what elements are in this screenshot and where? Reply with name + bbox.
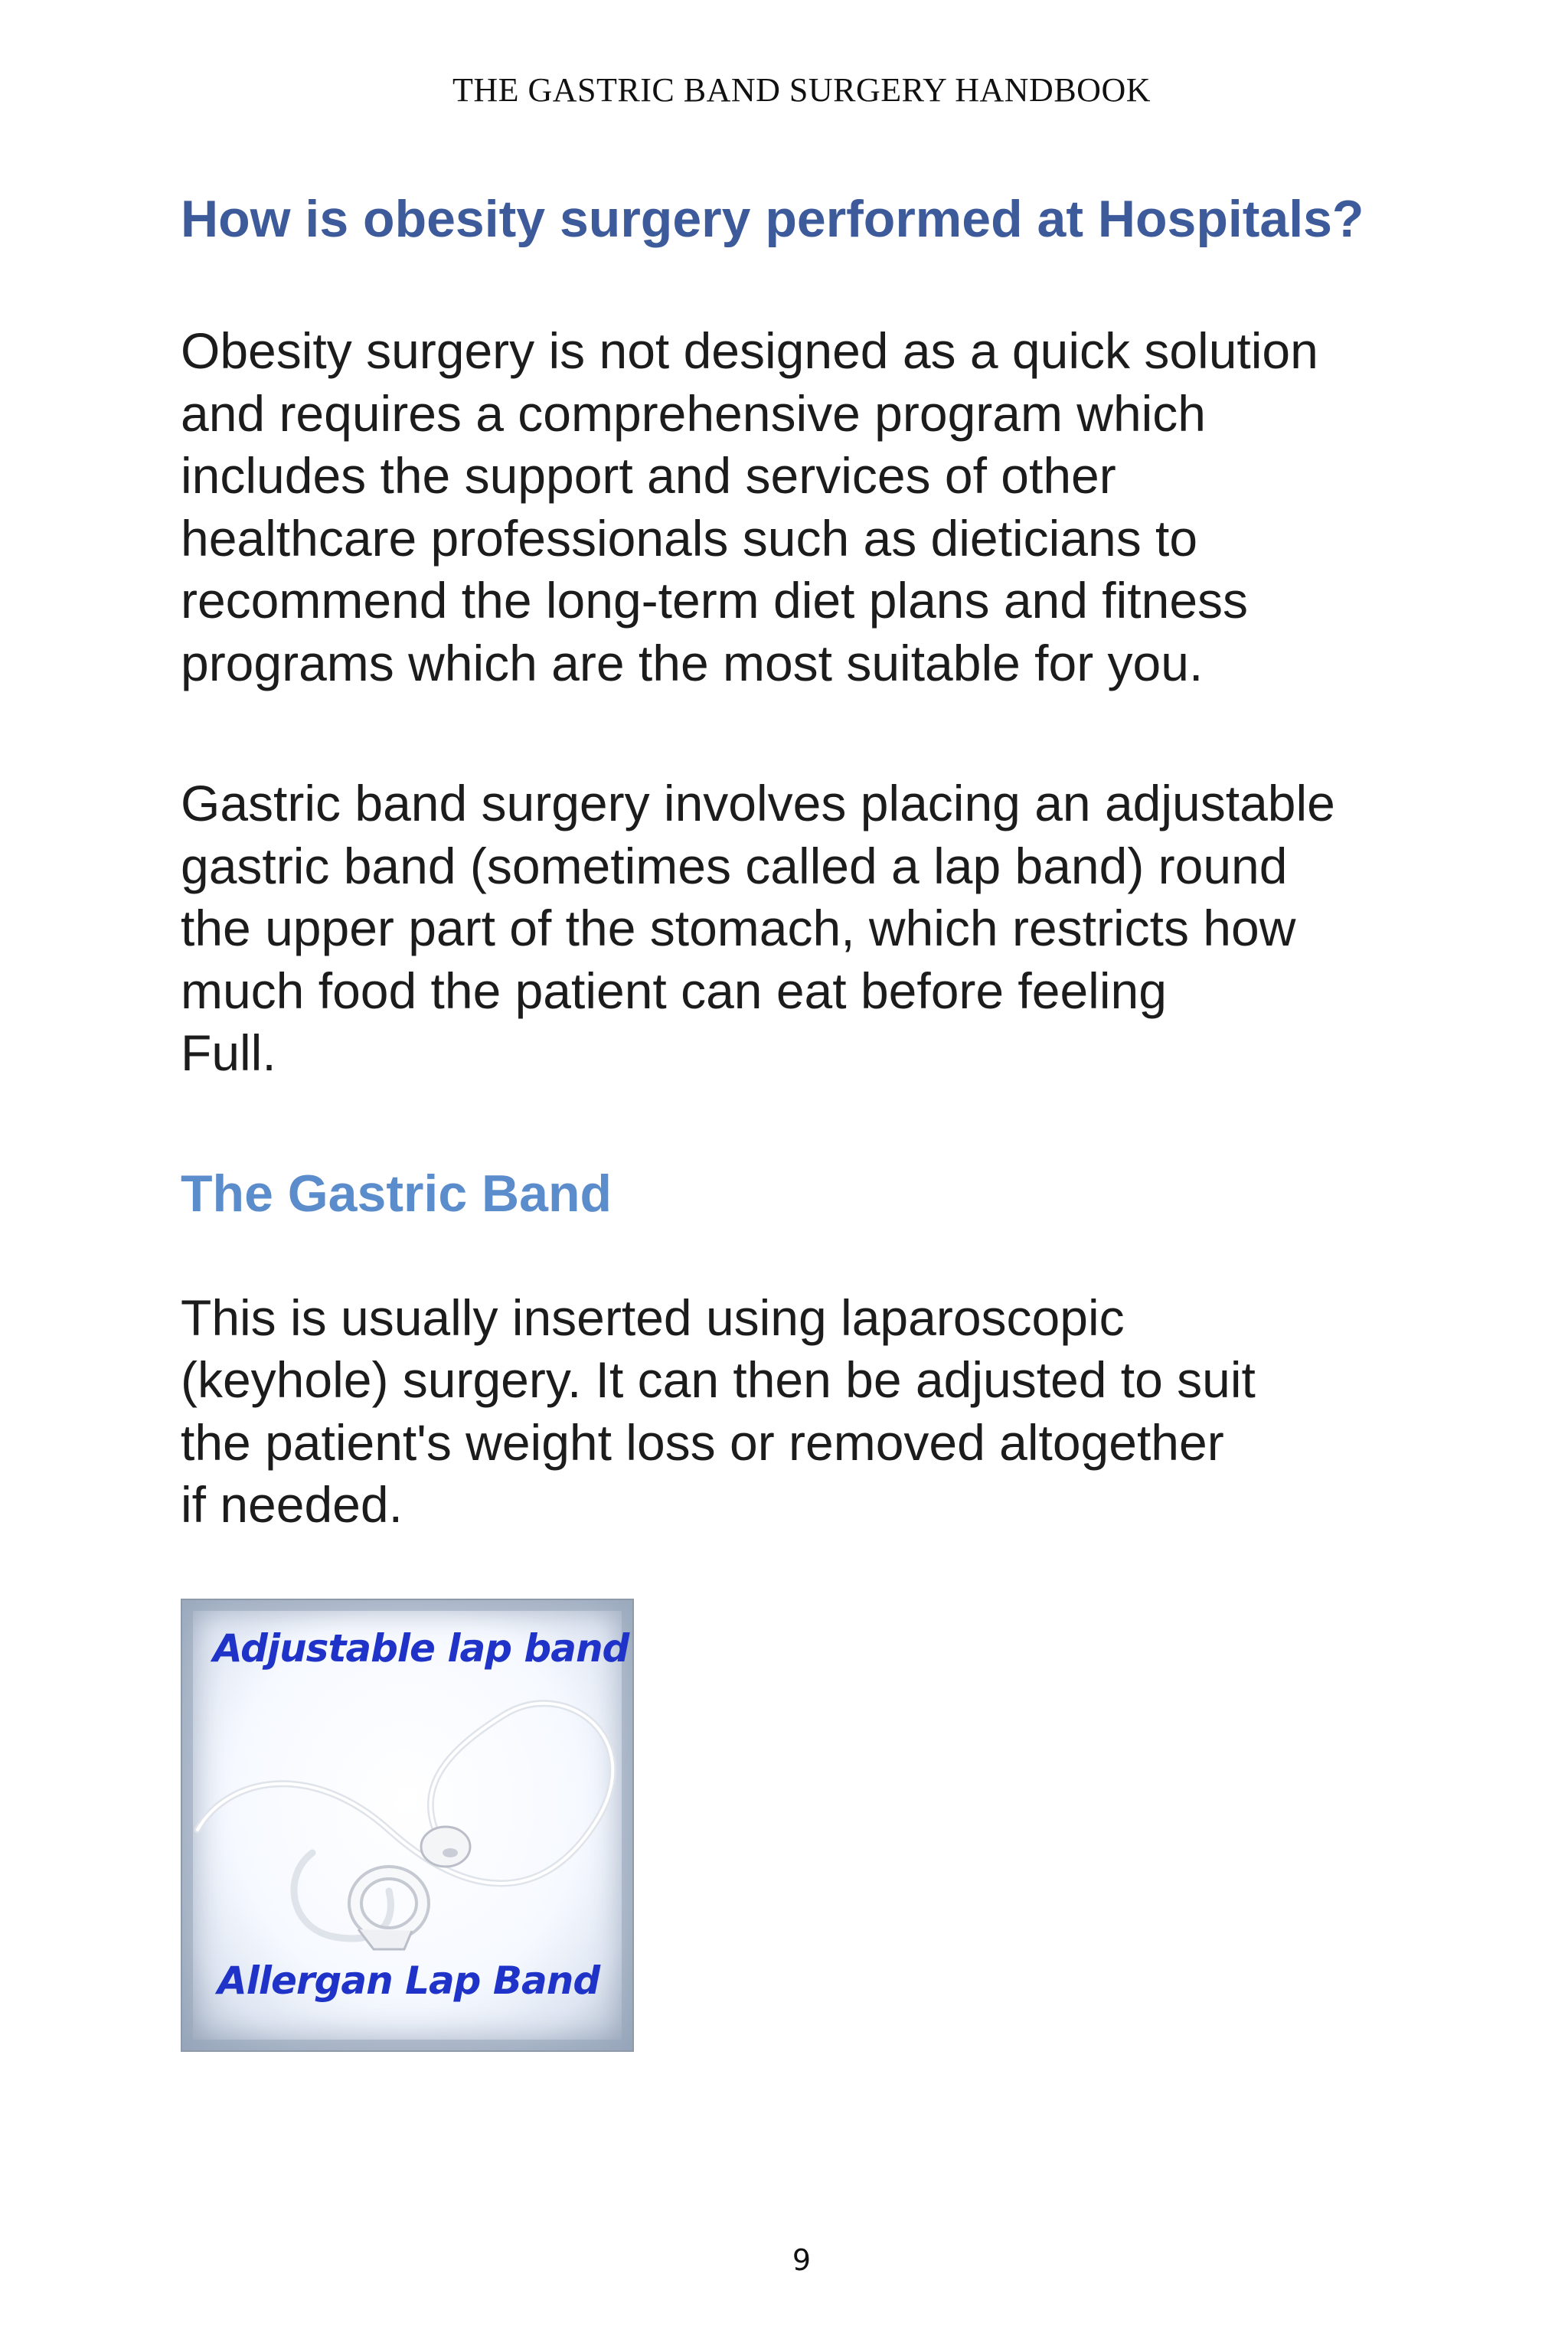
- running-header: THE GASTRIC BAND SURGERY HANDBOOK: [452, 71, 1152, 109]
- paragraph-line: the upper part of the stomach, which restricts how: [181, 900, 1296, 956]
- spacer: [181, 257, 1436, 320]
- figure-label-bottom: Allergan Lap Band: [217, 1958, 600, 2003]
- paragraph-laparoscopic: [181, 1287, 1436, 1537]
- paragraph-line: Gastric band surgery involves placing an adjustable: [181, 775, 1335, 831]
- paragraph-line: if needed.: [181, 1476, 403, 1533]
- paragraph-line: Obesity surgery is not designed as a quick solution: [181, 322, 1318, 379]
- paragraph-line: includes the support and services of other: [181, 447, 1116, 504]
- spacer: [181, 694, 1436, 773]
- paragraph-line: (keyhole) surgery. It can then be adjusted to suit: [181, 1351, 1256, 1408]
- paragraph-line: and requires a comprehensive program which: [181, 384, 1207, 442]
- spacer: [181, 1085, 1436, 1155]
- paragraph-line: recommend the long-term diet plans and fitness: [181, 572, 1249, 629]
- section-heading-obesity-surgery: How is obesity surgery performed at Hospitals?: [181, 190, 1364, 248]
- paragraph-line: the patient's weight loss or removed altogether: [181, 1413, 1224, 1471]
- paragraph-obesity-program: [181, 320, 1436, 694]
- figure-label-top: Adjustable lap band: [213, 1626, 629, 1671]
- section-heading-gastric-band: The Gastric Band: [181, 1164, 612, 1223]
- paragraph-gastric-band-surgery: [181, 773, 1436, 1085]
- page-number: 9: [792, 2243, 812, 2277]
- lap-band-illustration: [181, 1599, 634, 2052]
- paragraph-line: Full.: [181, 1024, 276, 1081]
- paragraph-line: much food the patient can eat before feeling: [181, 962, 1167, 1019]
- spacer: [181, 1232, 1436, 1287]
- page-content: [181, 181, 1436, 1537]
- paragraph-line: healthcare professionals such as dieticians to: [181, 509, 1198, 567]
- paragraph-line: This is usually inserted using laparoscopic: [181, 1289, 1125, 1346]
- paragraph-line: gastric band (sometimes called a lap band) round: [181, 837, 1288, 894]
- paragraph-line: programs which are the most suitable for you.: [181, 634, 1204, 691]
